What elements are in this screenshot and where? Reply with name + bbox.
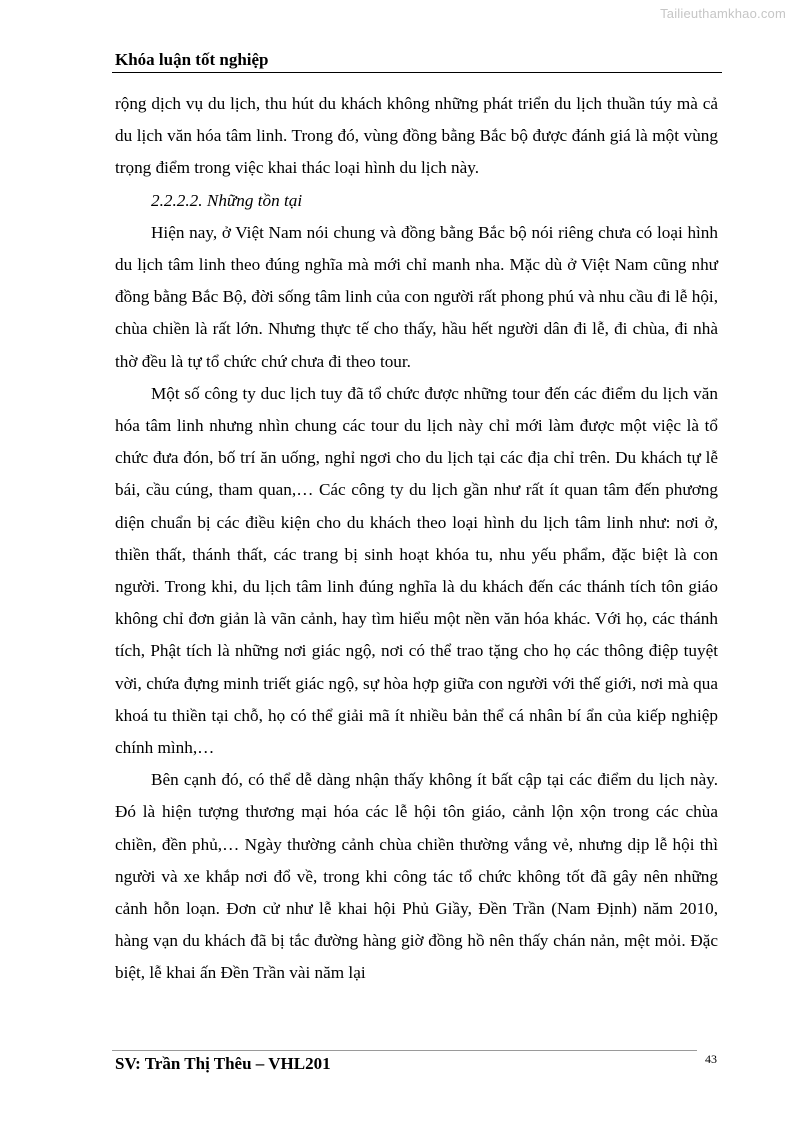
- footer-divider: [112, 1050, 697, 1051]
- page-number: 43: [705, 1052, 717, 1066]
- paragraph-continuation: rộng dịch vụ du lịch, thu hút du khách không những phát triển du lịch thuần túy mà cả du lịch văn hóa tâm linh. Trong đó, vùng đồng bằng Bắc bộ được đánh giá là một vùng trọng điểm trong việc khai thác loại hình du lịch này.: [115, 94, 718, 178]
- paragraph: Một số công ty duc lịch tuy đã tổ chức được những tour đến các điểm du lịch văn hóa tâm linh nhưng nhìn chung các tour du lịch này chỉ mới làm được một việc là tổ chức đưa đón, bố trí ăn uống, nghỉ ngơi cho du lịch tại các địa chỉ trên. Du khách tự lễ bái, cầu cúng, tham quan,… Các công ty du lịch gần như rất ít quan tâm đến phương diện chuẩn bị các điều kiện cho du khách theo loại hình du lịch tâm linh như: nơi ở, thiền thất, thánh thất, các trang bị sinh hoạt khóa tu, nhu yếu phẩm, đặc biệt là con người. Trong khi, du lịch tâm linh đúng nghĩa là du khách đến các thánh tích tôn giáo không chỉ đơn giản là vãn cảnh, hay tìm hiểu một nền văn hóa khác. Với họ, các thánh tích, Phật tích là những nơi giác ngộ, nơi có thể trao tặng cho họ các thông điệp tuyệt vời, chứa đựng minh triết giác ngộ, sự hòa hợp giữa con người với thế giới, nơi mà qua khoá tu thiền tại chỗ, họ có thể giải mã ít nhiều bản thể cá nhân bí ẩn của kiếp nghiệp chính mình,…: [115, 383, 718, 758]
- page-header-title: Khóa luận tốt nghiệp: [115, 50, 269, 69]
- watermark: Tailieuthamkhao.com: [660, 6, 786, 21]
- paragraph: Bên cạnh đó, có thể dễ dàng nhận thấy không ít bất cập tại các điểm du lịch này. Đó là hiện tượng thương mại hóa các lễ hội tôn giáo, cảnh lộn xộn trong các chùa chiền, đền phủ,… Ngày thường cảnh chùa chiền thường vắng vẻ, nhưng dịp lễ hội thì người và xe khắp nơi đổ về, trong khi công tác tổ chức không tốt đã gây nên những cảnh hỗn loạn. Đơn cử như lễ khai hội Phủ Giầy, Đền Trần (Nam Định) năm 2010, hàng vạn du khách đã bị tắc đường hàng giờ đồng hồ nên thấy chán nản, mệt mỏi. Đặc biệt, lễ khai ấn Đền Trần vài năm lại: [115, 770, 718, 983]
- footer-student-info: SV: Trần Thị Thêu – VHL201: [115, 1054, 331, 1073]
- section-heading: 2.2.2.2. Những tồn tại: [151, 190, 303, 210]
- document-body: [115, 88, 718, 990]
- paragraph: Hiện nay, ở Việt Nam nói chung và đồng bằng Bắc bộ nói riêng chưa có loại hình du lịch tâm linh theo đúng nghĩa mà mới chỉ manh nha. Mặc dù ở Việt Nam cũng như đồng bằng Bắc Bộ, đời sống tâm linh của con người rất phong phú và nhu cầu đi lễ hội, chùa chiền là rất lớn. Nhưng thực tế cho thấy, hầu hết người dân đi lễ, đi chùa, đi nhà thờ đều là tự tổ chức chứ chưa đi theo tour.: [115, 222, 718, 371]
- header-divider: [112, 72, 722, 73]
